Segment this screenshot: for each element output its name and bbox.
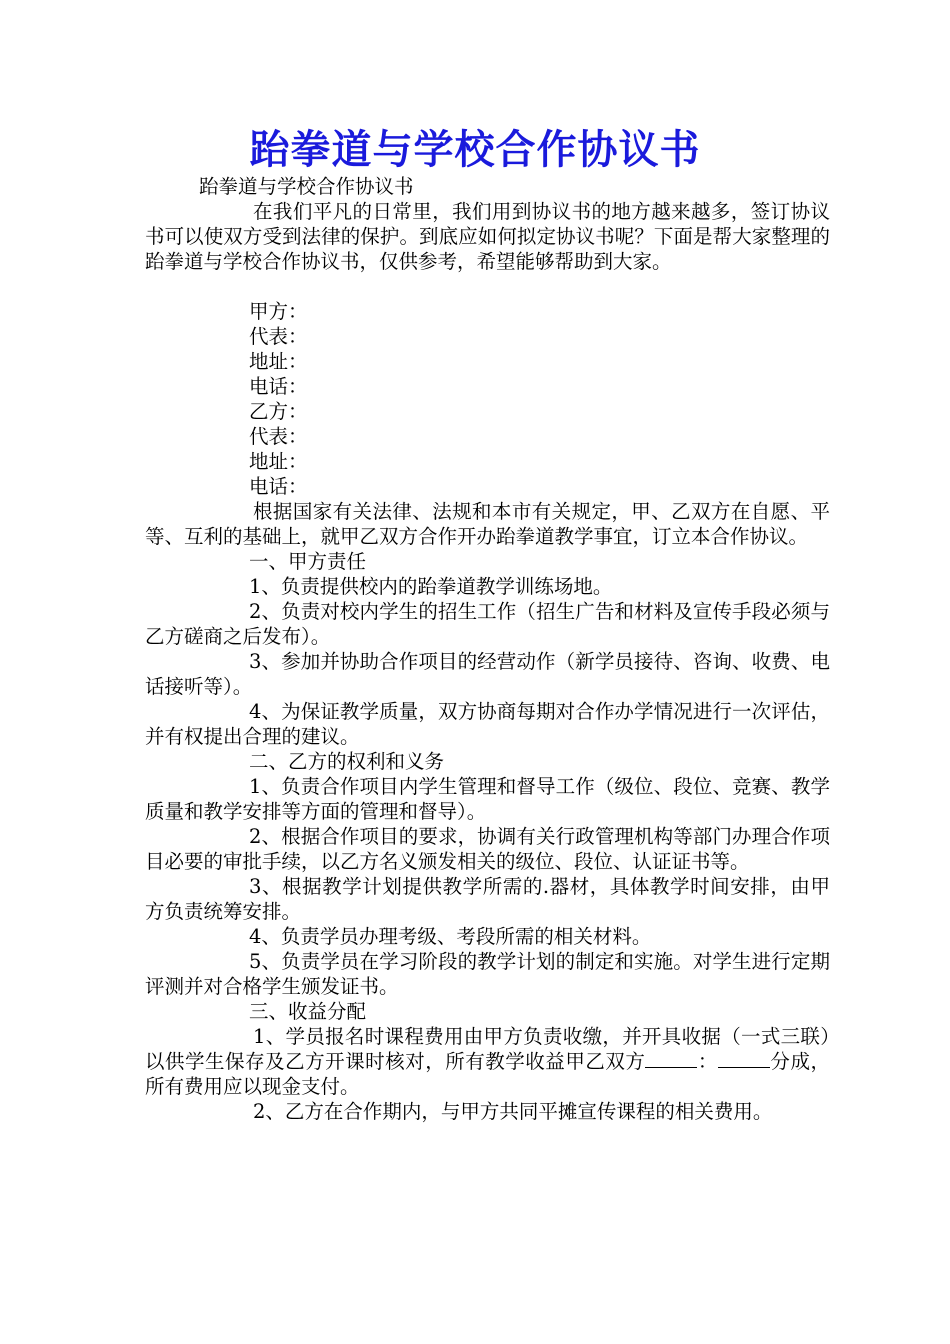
ratio-separator: ： <box>697 1050 718 1073</box>
intro-paragraph: 在我们平凡的日常里，我们用到协议书的地方越来越多，签订协议书可以使双方受到法律的保护。到底应如何拟定协议书呢？下面是帮大家整理的跆拳道与学校合作协议书，仅供参考，希望能够帮助到大家。 <box>145 200 830 273</box>
party-field-phone-b: 电话： <box>249 475 308 498</box>
party-field-representative-b: 代表： <box>249 425 308 448</box>
party-field-representative-a: 代表： <box>249 325 308 348</box>
clause: 4、负责学员办理考级、考段所需的相关材料。 <box>249 925 652 948</box>
clause: 1、负责合作项目内学生管理和督导工作（级位、段位、竞赛、教学质量和教学安排等方面的管理和督导）。 <box>145 775 830 823</box>
section-heading-party-b: 二、乙方的权利和义务 <box>249 750 445 773</box>
clause: 5、负责学员在学习阶段的教学计划的制定和实施。对学生进行定期评测并对合格学生颁发证书。 <box>145 950 830 998</box>
section-heading-revenue: 三、收益分配 <box>249 1000 367 1023</box>
clause: 2、负责对校内学生的招生工作（招生广告和材料及宣传手段必须与乙方磋商之后发布）。 <box>145 600 830 648</box>
party-field-phone-a: 电话： <box>249 375 308 398</box>
clause: 1、负责提供校内的跆拳道教学训练场地。 <box>249 575 613 598</box>
party-field-party-a: 甲方： <box>249 300 308 323</box>
clause: 2、根据合作项目的要求，协调有关行政管理机构等部门办理合作项目必要的审批手续，以乙方名义颁发相关的级位、段位、认证证书等。 <box>145 825 830 873</box>
preamble-paragraph: 根据国家有关法律、法规和本市有关规定，甲、乙双方在自愿、平等、互利的基础上，就甲乙双方合作开办跆拳道教学事宜，订立本合作协议。 <box>145 500 830 548</box>
clause: 3、参加并协助合作项目的经营动作（新学员接待、咨询、收费、电话接听等）。 <box>145 650 830 698</box>
party-field-party-b: 乙方： <box>249 400 308 423</box>
document-title: 跆拳道与学校合作协议书 <box>249 126 701 173</box>
document-body <box>145 174 830 1124</box>
clause-revenue-split <box>145 1024 830 1099</box>
clause-text: 1、学员报名时课程费用由甲方负责收缴，并开具收据（一式三联）以供学生保存及乙方开课时核对，所有教学收益甲乙双方 <box>145 1025 830 1073</box>
clause: 4、为保证教学质量，双方协商每期对合作办学情况进行一次评估，并有权提出合理的建议。 <box>145 700 830 748</box>
document-subtitle: 跆拳道与学校合作协议书 <box>199 175 414 198</box>
clause: 3、根据教学计划提供教学所需的.器材，具体教学时间安排，由甲方负责统筹安排。 <box>145 875 830 923</box>
party-field-address-a: 地址： <box>249 350 308 373</box>
section-heading-party-a: 一、甲方责任 <box>249 550 367 573</box>
clause: 2、乙方在合作期内，与甲方共同平摊宣传课程的相关费用。 <box>253 1100 773 1123</box>
blank-line <box>718 1049 770 1068</box>
paragraph-gap <box>145 274 830 299</box>
party-field-address-b: 地址： <box>249 450 308 473</box>
clause-text: 分成，所有费用应以现金支付。 <box>145 1050 830 1098</box>
blank-line <box>645 1049 697 1068</box>
